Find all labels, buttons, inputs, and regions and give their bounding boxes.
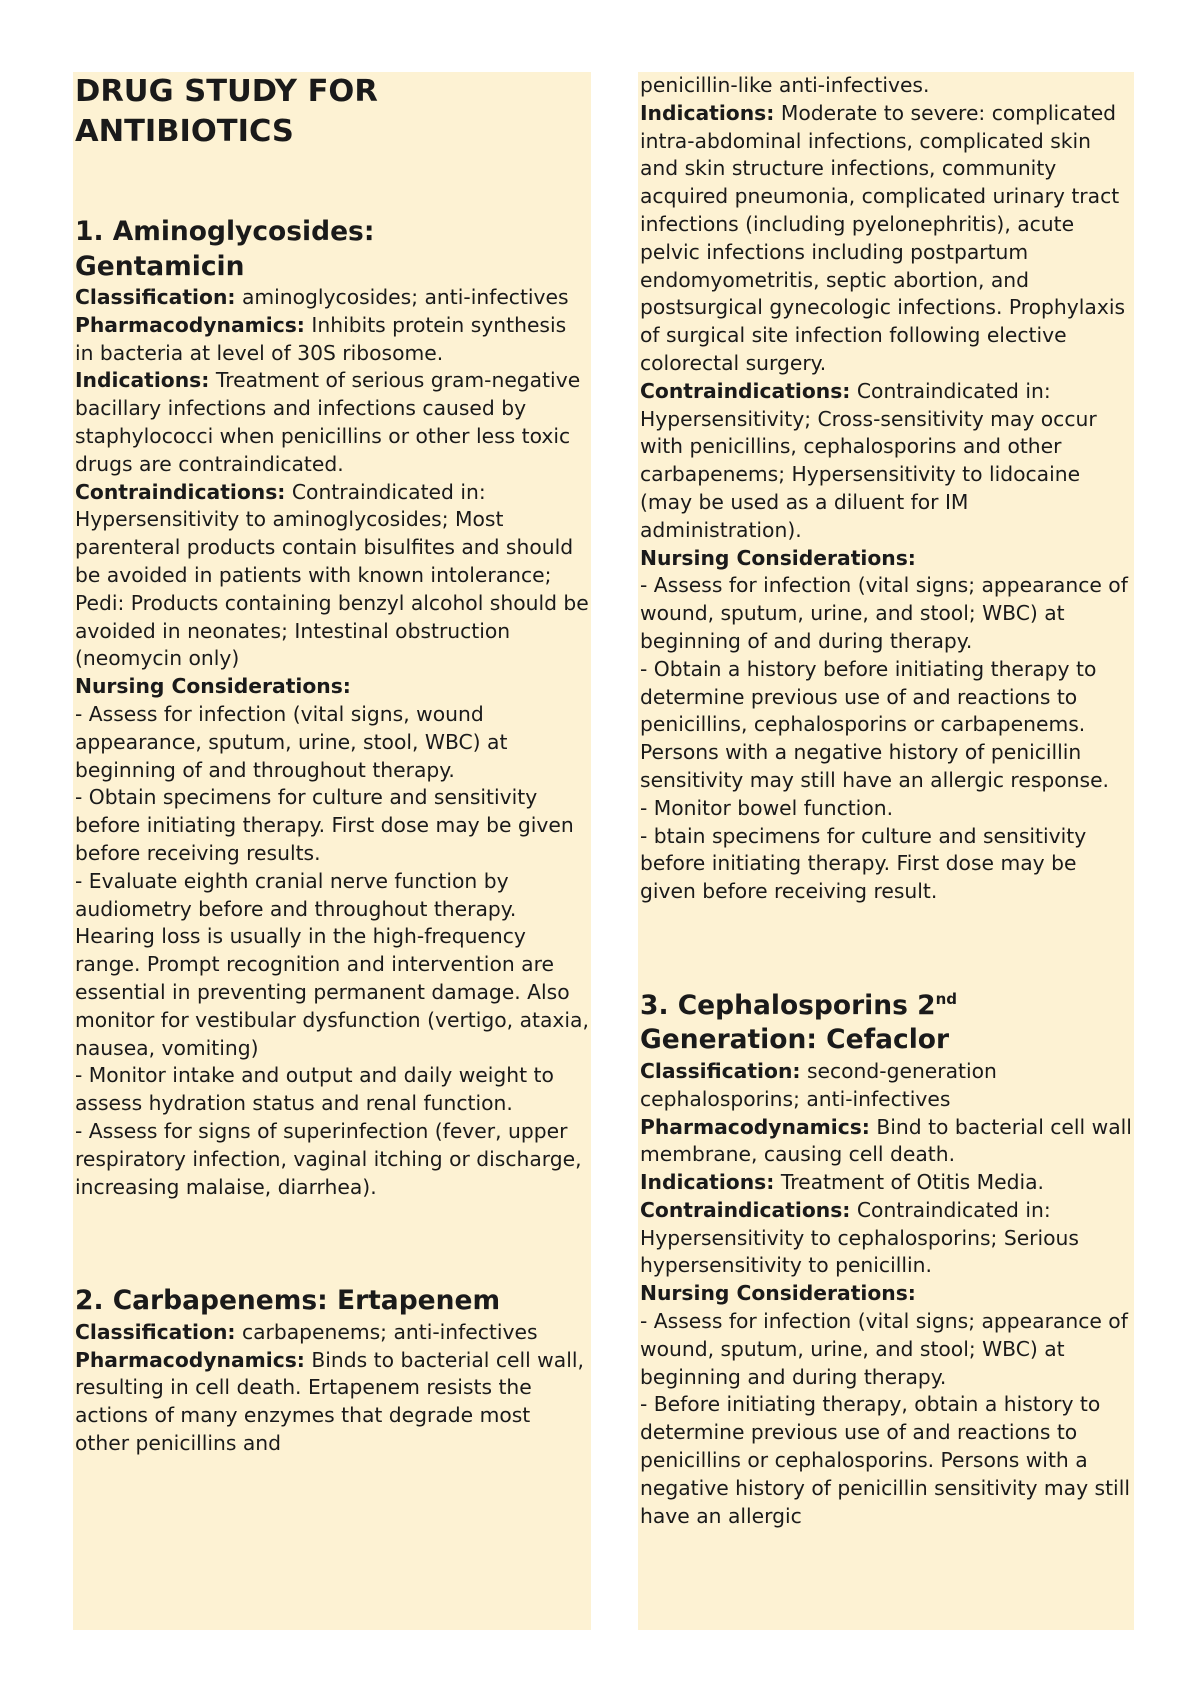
classification-label: Classification: (75, 1319, 236, 1344)
right-column (638, 72, 1134, 1630)
section-1-title-line1: 1. Aminoglycosides: (75, 216, 375, 247)
contraindications-label: Contraindications: (75, 479, 286, 504)
section-2-nursing-label: Nursing Considerations: (640, 545, 916, 570)
section-2-pharmacodynamics-continued: penicillin-like anti-infectives. (640, 73, 930, 97)
contraindications-label: Contraindications: (640, 378, 851, 403)
section-2-pharmacodynamics-text: Binds to bacterial cell wall, resulting in cell death. Ertapenem resists the actions of many enzymes that degrade most other penicillins and (75, 1347, 584, 1455)
classification-label: Classification: (75, 285, 236, 309)
left-column (73, 72, 591, 1630)
indications-label: Indications: (75, 368, 210, 393)
document-title (75, 72, 589, 152)
section-1-indications (75, 367, 589, 478)
section-1-nursing-item: - Assess for signs of superinfection (fever, upper respiratory infection, vaginal itching or discharge, increasing malaise, diarrhea). (75, 1118, 582, 1199)
section-1-nursing-item: - Obtain specimens for culture and sensitivity before initiating therapy. First dose may be given before receiving results. (75, 785, 574, 865)
section-3-contraindications-text: Contraindicated in: Hypersensitivity to cephalosporins; Serious hypersensitivity to penicillin. (640, 1197, 1079, 1278)
section-2-indications (640, 100, 1132, 378)
pharmacodynamics-label: Pharmacodynamics: (75, 312, 305, 337)
section-3-contraindications (640, 1197, 1132, 1280)
section-1-title (75, 215, 589, 284)
section-3-classification (640, 1058, 1132, 1114)
section-3-title-superscript: nd (935, 990, 957, 1009)
section-1-contraindications (75, 479, 589, 674)
section-1-contraindications-text: Contraindicated in: Hypersensitivity to aminoglycosides; Most parenteral products contain bisulfites and should be avoided in patients with known intolerance; Pedi: Products containing benzyl alcohol should be avoided in neonates; Intestinal obstruction (neomycin only) (75, 479, 589, 671)
section-3-indications (640, 1169, 1132, 1197)
section-3-nursing-label: Nursing Considerations: (640, 1281, 916, 1306)
section-3-indications-text: Treatment of Otitis Media. (780, 1170, 1044, 1195)
section-1-pharmacodynamics-text: Inhibits protein synthesis in bacteria at level of 30S ribosome. (75, 312, 567, 365)
indications-label: Indications: (640, 1170, 775, 1195)
section-1-nursing-item: - Evaluate eighth cranial nerve function by audiometry before and throughout therapy. Hearing loss is usually in the high-frequency range. Prompt recognition and intervention are essential in preventing permanent damage. Also monitor for vestibular dysfunction (vertigo, ataxia, nausea, vomiting) (75, 868, 589, 1060)
section-3-pharmacodynamics-text: Bind to bacterial cell wall membrane, causing cell death. (640, 1114, 1132, 1167)
section-2-classification (75, 1319, 589, 1347)
section-1-title-line2: Gentamicin (75, 250, 245, 282)
section-2-nursing-item: - Assess for infection (vital signs; appearance of wound, sputum, urine, and stool; WBC) at beginning of and during therapy. (640, 573, 1128, 653)
section-1-classification-text: aminoglycosides; anti-infectives (241, 285, 569, 309)
section-3-nursing-item: - Assess for infection (vital signs; appearance of wound, sputum, urine, and stool; WBC) at beginning and during therapy. (640, 1309, 1128, 1389)
section-1-nursing-item: - Monitor intake and output and daily weight to assess hydration status and renal function. (75, 1063, 554, 1116)
section-3-classification-text: second-generation cephalosporins; anti-infectives (640, 1058, 997, 1111)
pharmacodynamics-label: Pharmacodynamics: (640, 1114, 870, 1139)
section-2-contraindications (640, 378, 1132, 545)
indications-label: Indications: (640, 100, 775, 125)
section-3-title (640, 989, 1132, 1058)
section-3-title-line2: Generation: Cefaclor (640, 1024, 950, 1056)
section-2-nursing-item: - Monitor bowel function. (640, 795, 894, 820)
pharmacodynamics-label: Pharmacodynamics: (75, 1347, 305, 1372)
section-2-title: 2. Carbapenems: Ertapenem (75, 1285, 501, 1317)
section-1-nursing-item: - Assess for infection (vital signs, wound appearance, sputum, urine, stool, WBC) at beginning of and throughout therapy. (75, 701, 508, 782)
section-1-indications-text: Treatment of serious gram-negative bacillary infections and infections caused by staphylococci when penicillins or other less toxic drugs are contraindicated. (75, 368, 581, 476)
section-3-pharmacodynamics (640, 1114, 1132, 1170)
section-3-title-part1: 3. Cephalosporins 2 (640, 989, 936, 1021)
section-2-nursing-item: - Obtain a history before initiating therapy to determine previous use of and reactions to penicillins, cephalosporins or carbapenems. Persons with a negative history of penicillin sensitivity may still have an allergic response. (640, 656, 1109, 792)
section-1-pharmacodynamics (75, 312, 589, 368)
section-2-indications-text: Moderate to severe: complicated intra-abdominal infections, complicated skin and skin structure infections, community acquired pneumonia, complicated urinary tract infections (including pyelonephritis), acute pelvic infections including postpartum endomyometritis, septic abortion, and postsurgical gynecologic infections. Prophylaxis of surgical site infection following elective colorectal surgery. (640, 100, 1126, 375)
section-1-nursing-label: Nursing Considerations: (75, 674, 351, 699)
section-3-nursing-item: - Before initiating therapy, obtain a history to determine previous use of and reactions to penicillins or cephalosporins. Persons with a negative history of penicillin sensitivity may still have an allergic (640, 1392, 1130, 1528)
section-2-nursing-item: - btain specimens for culture and sensitivity before initiating therapy. First dose may be given before receiving result. (640, 823, 1087, 904)
contraindications-label: Contraindications: (640, 1197, 851, 1222)
section-2-contraindications-text: Contraindicated in: Hypersensitivity; Cross-sensitivity may occur with penicillins, cephalosporins and other carbapenems; Hypersensitivity to lidocaine (may be used as a diluent for IM administration). (640, 378, 1097, 542)
section-2-classification-text: carbapenems; anti-infectives (241, 1319, 538, 1344)
section-1-classification (75, 284, 589, 312)
section-2-pharmacodynamics (75, 1347, 589, 1458)
document-title-line1: DRUG STUDY FOR (75, 74, 378, 109)
document-title-line2: ANTIBIOTICS (75, 114, 294, 149)
classification-label: Classification: (640, 1058, 801, 1083)
